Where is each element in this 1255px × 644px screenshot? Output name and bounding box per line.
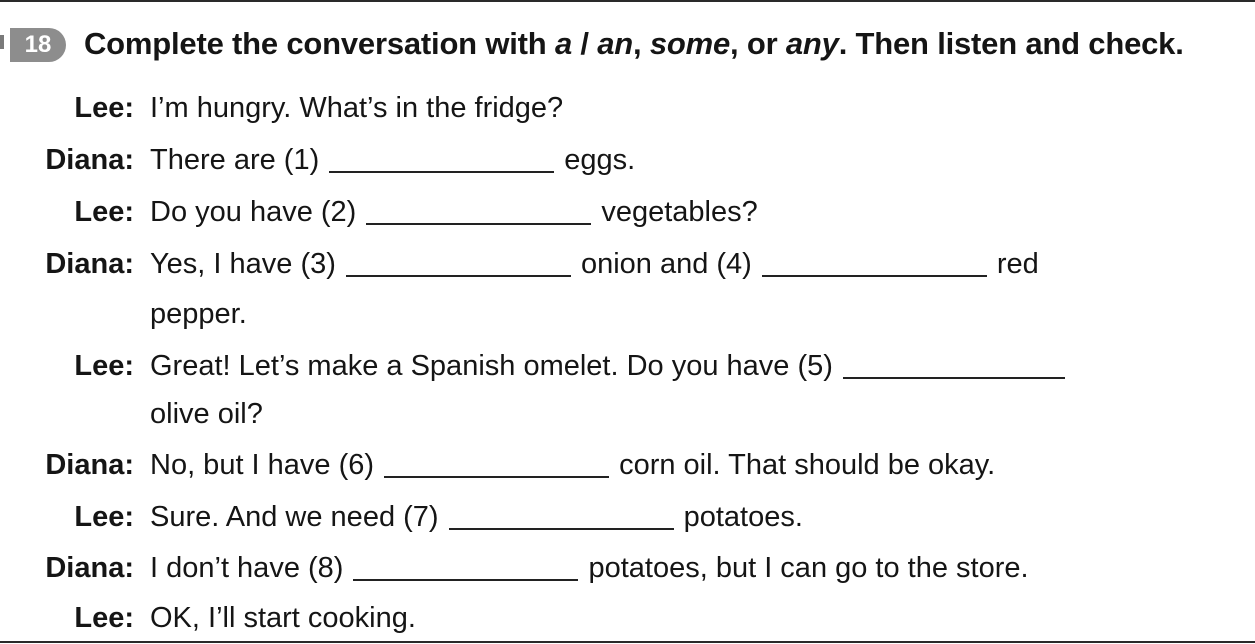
exercise-number-badge: 18 [10, 28, 66, 62]
speaker-label: Diana: [45, 449, 134, 481]
dialogue-line-9 [0, 598, 1255, 638]
line-text: Sure. And we need (7) potatoes. [150, 497, 803, 537]
exercise-instruction: Complete the conversation with a / an, some, or any. Then listen and check. [84, 26, 1184, 61]
speaker-label: Lee: [74, 501, 134, 533]
speaker-label: Lee: [74, 196, 134, 228]
answer-blank-2[interactable] [366, 193, 591, 225]
line-text: OK, I’ll start cooking. [150, 602, 416, 634]
line-text: Do you have (2) vegetables? [150, 192, 758, 232]
answer-blank-1[interactable] [329, 141, 554, 173]
answer-blank-8[interactable] [353, 549, 578, 581]
answer-blank-6[interactable] [384, 446, 609, 478]
top-rule [0, 0, 1255, 2]
line-text: There are (1) eggs. [150, 140, 635, 180]
dialogue-line-8 [0, 548, 1255, 588]
answer-blank-4[interactable] [762, 245, 987, 277]
dialogue-line-5-continued [0, 394, 1255, 434]
dialogue-line-4 [0, 244, 1255, 284]
line-text: Great! Let’s make a Spanish omelet. Do you have (5) [150, 346, 1075, 386]
line-text: pepper. [150, 298, 247, 330]
line-text: olive oil? [150, 398, 263, 430]
bottom-rule [0, 641, 1255, 643]
speaker-label: Lee: [74, 602, 134, 634]
dialogue-line-1 [0, 88, 1255, 128]
left-edge-mark [0, 35, 4, 49]
line-text: Yes, I have (3) onion and (4) red [150, 244, 1039, 284]
speaker-label: Lee: [74, 350, 134, 382]
answer-blank-7[interactable] [449, 498, 674, 530]
speaker-label: Diana: [45, 552, 134, 584]
dialogue-line-4-continued [0, 294, 1255, 334]
dialogue-line-2 [0, 140, 1255, 180]
dialogue-line-3 [0, 192, 1255, 232]
dialogue-line-5 [0, 346, 1255, 386]
line-text: I’m hungry. What’s in the fridge? [150, 92, 564, 124]
speaker-label: Lee: [74, 92, 134, 124]
dialogue-line-7 [0, 497, 1255, 537]
dialogue-line-6 [0, 445, 1255, 485]
speaker-label: Diana: [45, 144, 134, 176]
answer-blank-5[interactable] [843, 347, 1065, 379]
line-text: No, but I have (6) corn oil. That should be okay. [150, 445, 995, 485]
line-text: I don’t have (8) potatoes, but I can go to the store. [150, 548, 1029, 588]
answer-blank-3[interactable] [346, 245, 571, 277]
speaker-label: Diana: [45, 248, 134, 280]
